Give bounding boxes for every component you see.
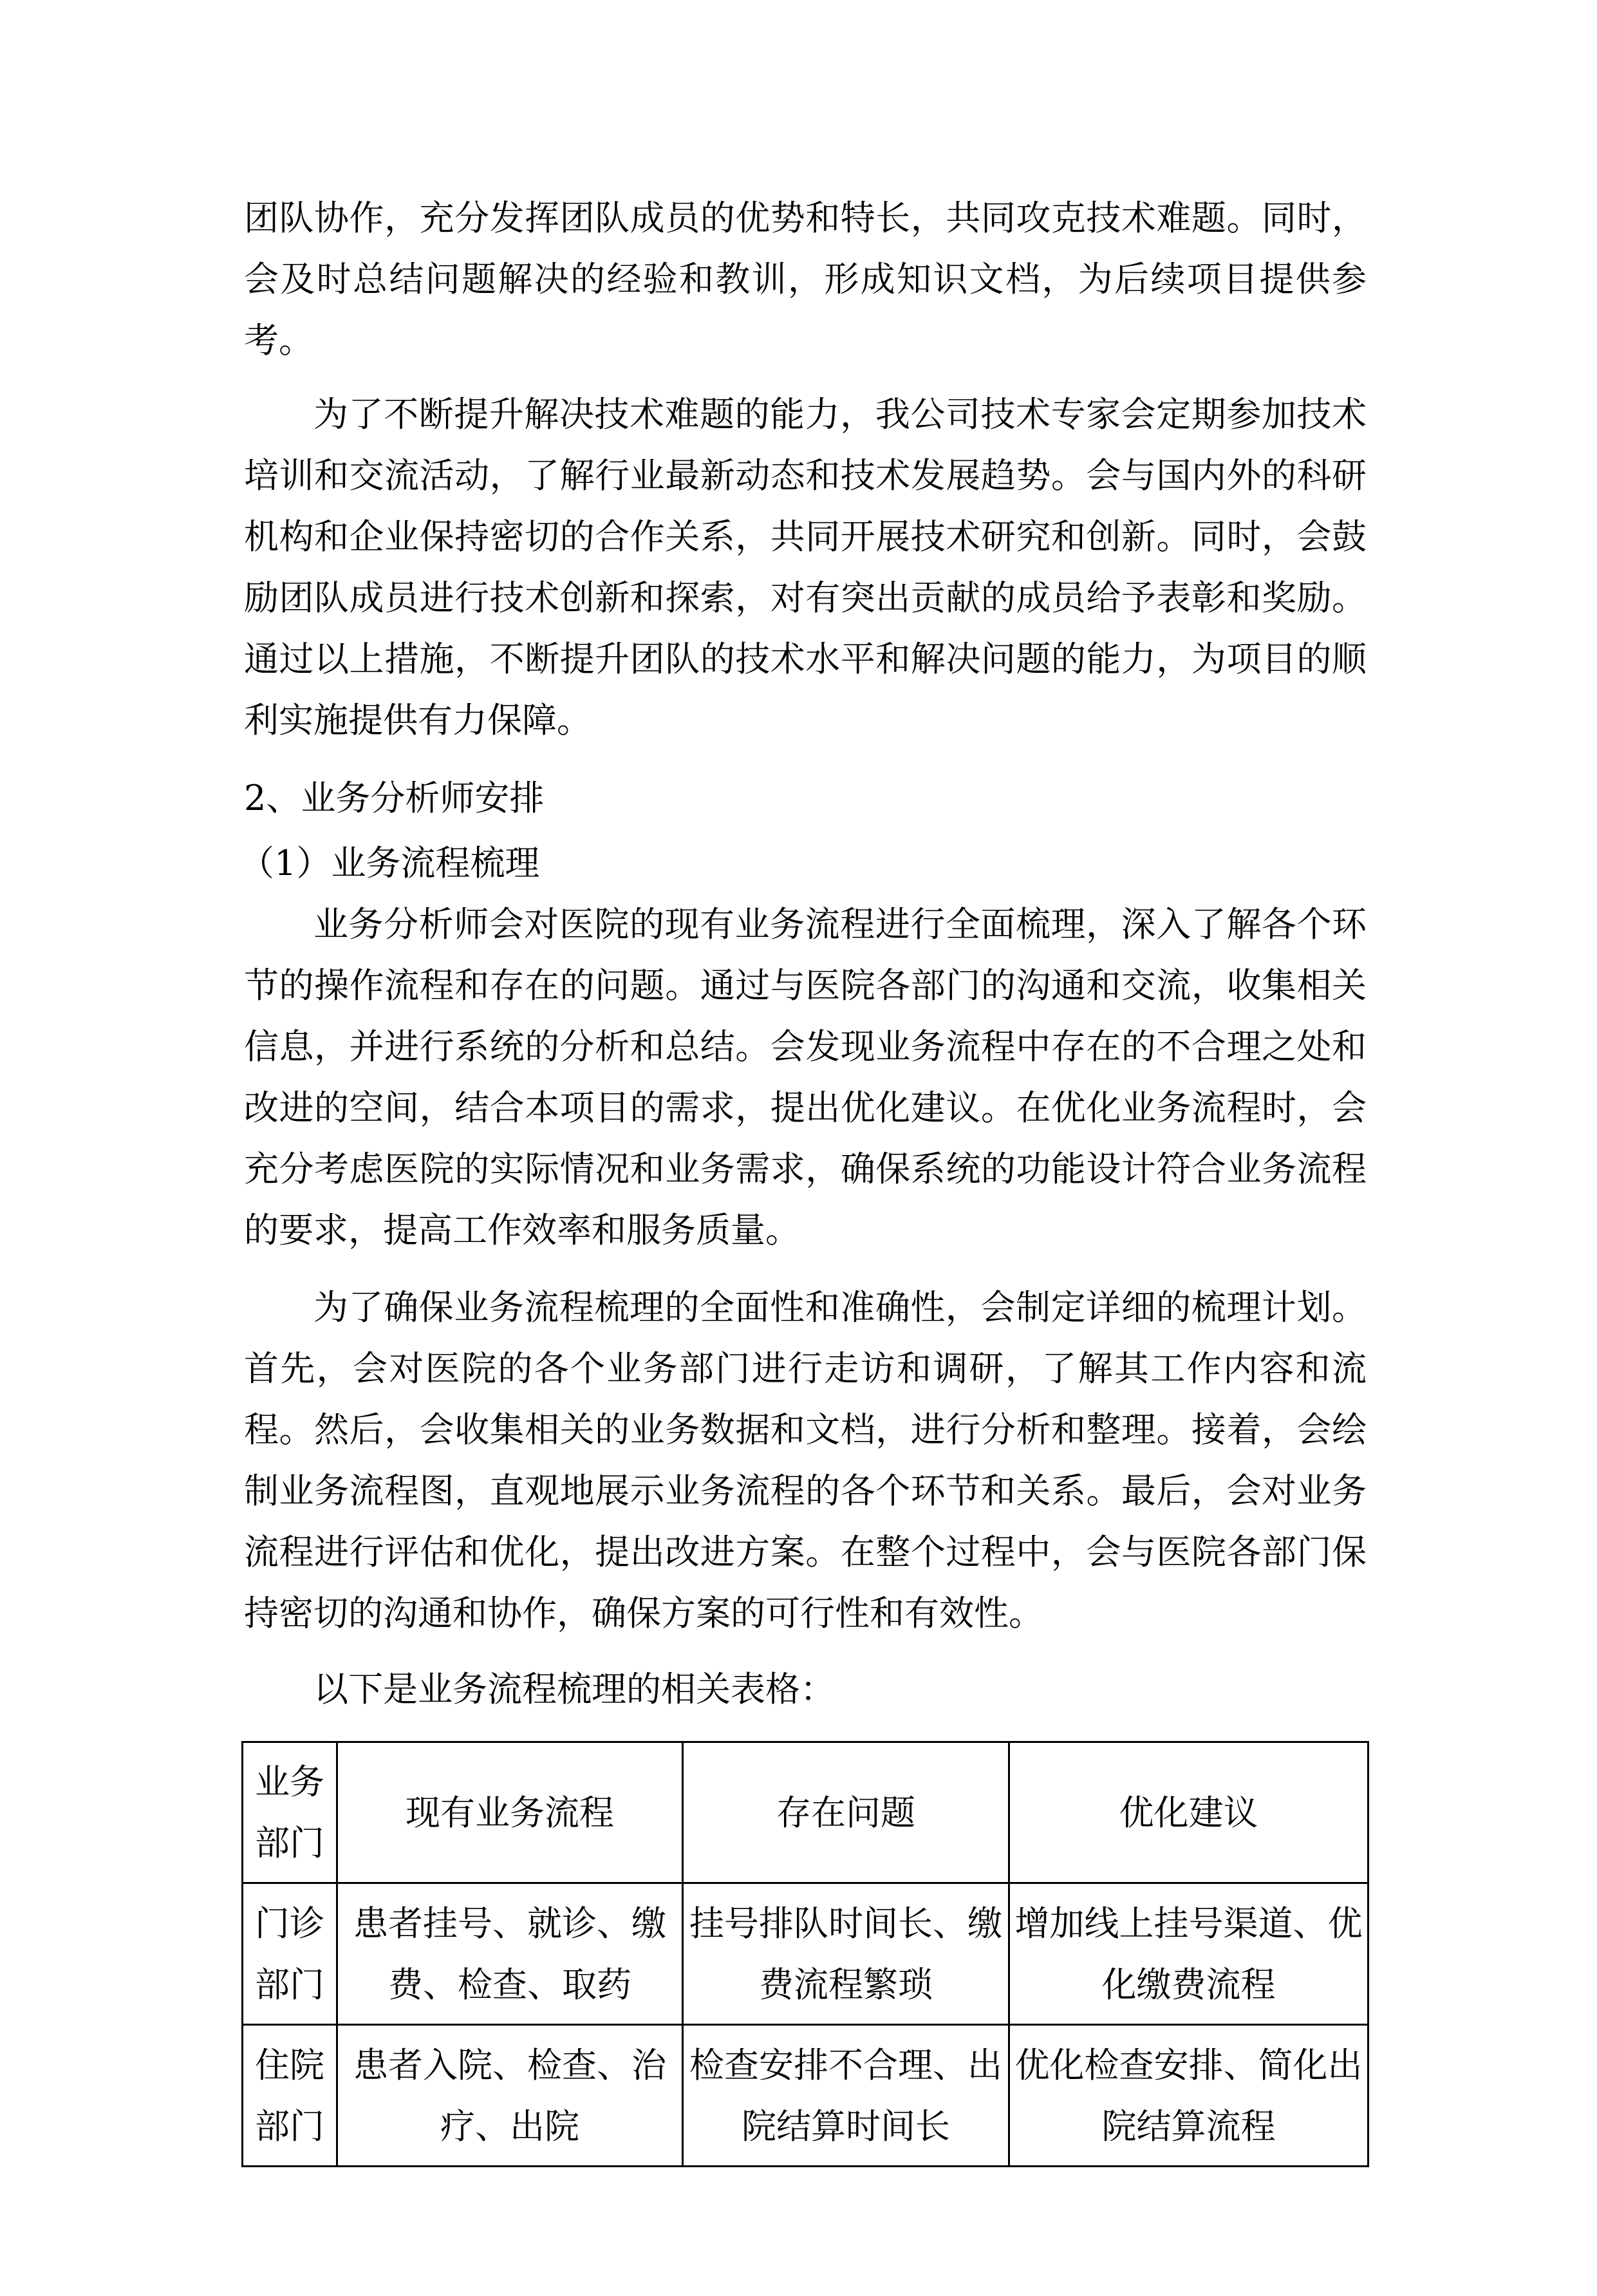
header-current-process: 现有业务流程 <box>337 1742 683 1883</box>
cell-department: 住院部门 <box>243 2025 337 2167</box>
section-heading: 2、业务分析师安排 <box>244 778 545 818</box>
table-row <box>243 2025 1368 2167</box>
process-table <box>241 1741 1369 2167</box>
header-department: 业务部门 <box>243 1742 337 1883</box>
cell-problems: 检查安排不合理、出院结算时间长 <box>683 2025 1009 2167</box>
cell-current-process: 患者挂号、就诊、缴费、检查、取药 <box>337 1883 683 2025</box>
table-header-row <box>243 1742 1368 1883</box>
table-intro: 以下是业务流程梳理的相关表格： <box>313 1669 835 1709</box>
cell-current-process: 患者入院、检查、治疗、出院 <box>337 2025 683 2167</box>
paragraph-teamwork: 团队协作，充分发挥团队成员的优势和特长，共同攻克技术难题。同时，会及时总结问题解决的经验和教训，形成知识文档，为后续项目提供参考。 <box>244 198 1367 361</box>
paragraph-analysis: 业务分析师会对医院的现有业务流程进行全面梳理，深入了解各个环节的操作流程和存在的问题。通过与医院各部门的沟通和交流，收集相关信息，并进行系统的分析和总结。会发现业务流程中存在的不合理之处和改进的空间，结合本项目的需求，提出优化建议。在优化业务流程时，会充分考虑医院的实际情况和业务需求，确保系统的功能设计符合业务流程的要求，提高工作效率和服务质量。 <box>244 904 1367 1250</box>
header-problems: 存在问题 <box>683 1742 1009 1883</box>
header-suggestions: 优化建议 <box>1009 1742 1368 1883</box>
cell-suggestions: 优化检查安排、简化出院结算流程 <box>1009 2025 1368 2167</box>
subsection-heading: （1）业务流程梳理 <box>239 843 540 883</box>
cell-department: 门诊部门 <box>243 1883 337 2025</box>
paragraph-capability: 为了不断提升解决技术难题的能力，我公司技术专家会定期参加技术培训和交流活动，了解行业最新动态和技术发展趋势。会与国内外的科研机构和企业保持密切的合作关系，共同开展技术研究和创新。同时，会鼓励团队成员进行技术创新和探索，对有突出贡献的成员给予表彰和奖励。通过以上措施，不断提升团队的技术水平和解决问题的能力，为项目的顺利实施提供有力保障。 <box>244 394 1367 740</box>
cell-suggestions: 增加线上挂号渠道、优化缴费流程 <box>1009 1883 1368 2025</box>
table-row <box>243 1883 1368 2025</box>
paragraph-plan: 为了确保业务流程梳理的全面性和准确性，会制定详细的梳理计划。首先，会对医院的各个业务部门进行走访和调研，了解其工作内容和流程。然后，会收集相关的业务数据和文档，进行分析和整理。接着，会绘制业务流程图，直观地展示业务流程的各个环节和关系。最后，会对业务流程进行评估和优化，提出改进方案。在整个过程中，会与医院各部门保持密切的沟通和协作，确保方案的可行性和有效性。 <box>244 1287 1367 1633</box>
cell-problems: 挂号排队时间长、缴费流程繁琐 <box>683 1883 1009 2025</box>
